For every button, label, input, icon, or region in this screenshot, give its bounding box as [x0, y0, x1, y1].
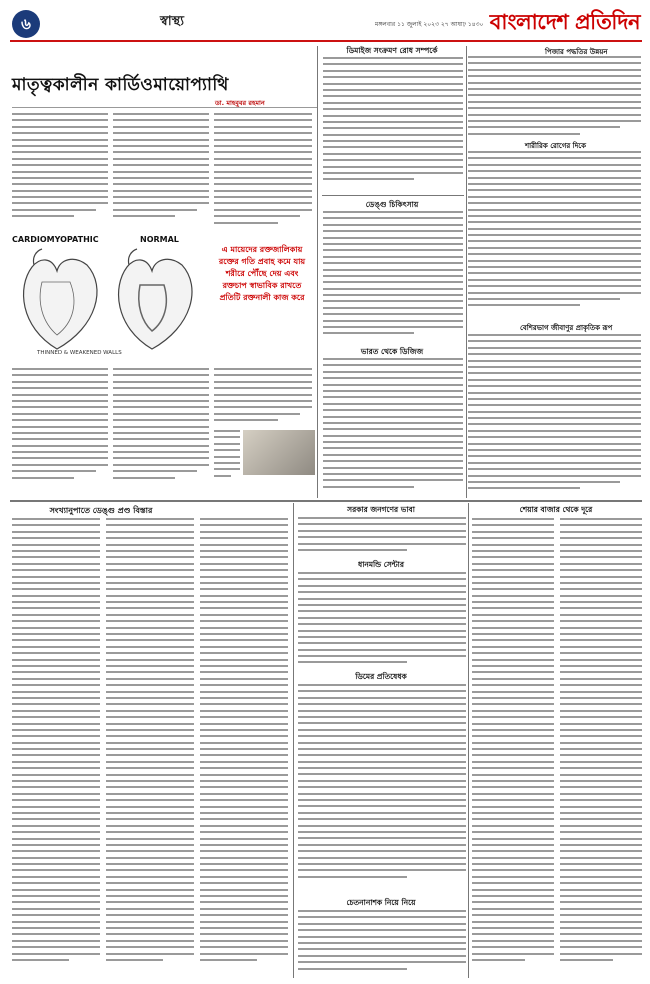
article-heading: ধানমন্ডি সেন্টার: [358, 560, 404, 569]
article-body: [468, 334, 641, 494]
article-heading: পিজার পদ্ধতির উন্নয়ন: [545, 48, 608, 56]
issue-date: মঙ্গলবার ১১ জুলাই ২০২৩ ২৭ আষাঢ় ১৪৩০: [375, 21, 484, 28]
article-heading: ডেঙ্গু চিকিৎসায়: [365, 200, 419, 209]
article-body: [468, 151, 641, 311]
article-body: [214, 430, 240, 490]
article-body: [106, 518, 194, 978]
article-heading: শারীরিক রোগের দিকে: [525, 142, 587, 150]
article-body: [113, 368, 209, 493]
article-photo: [243, 430, 315, 475]
article-body: [298, 517, 466, 557]
heart-diagram-icon: [12, 247, 208, 359]
article-body: [468, 56, 641, 138]
article-heading: ভারত থেকে ডিজিজ: [360, 347, 424, 356]
article-body: [298, 572, 466, 670]
article-heading: শেয়ার বাজার থেকে দূরে: [519, 505, 593, 514]
article-body: [298, 910, 466, 978]
column-divider: [293, 503, 294, 978]
article-heading: সরকার জনগণের ভাবা: [347, 505, 415, 514]
heart-illustration: [12, 235, 208, 361]
page-number: ৬: [12, 10, 40, 38]
article-heading: চেতনানাশক নিয়ে নিয়ে: [346, 898, 416, 907]
article-heading: ডিমাইজ সংক্রমণ রোধ সম্পর্কে: [346, 46, 438, 55]
article-body: [298, 684, 466, 892]
author-byline: ডা. মাহবুবর রহমান: [215, 99, 265, 107]
illustration-label-left: CARDIOMYOPATHIC: [12, 235, 99, 244]
column-divider: [317, 46, 318, 498]
article-body: [323, 358, 463, 498]
article-heading: সংখ্যানুপাতে ডেঙ্গু প্রণ্ড বিস্তার: [49, 506, 153, 515]
article-body: [12, 113, 108, 223]
divider: [10, 500, 642, 502]
pull-quote: এ মায়েদের রক্তজালিকায় রক্তের গতি প্রবাহ কমে যায় শরীরে পৌঁছে দেয় এবং রক্তচাপ স্বাভাবিক রাখতে প্রতিটি রক্তনালী কাজ করে: [218, 245, 306, 302]
section-title: স্বাস্থ্য: [160, 14, 185, 29]
article-body: [200, 518, 288, 978]
page-header: [10, 8, 642, 42]
main-headline: মাতৃত্বকালীন কার্ডিওমায়োপ্যাথি: [12, 75, 229, 95]
article-body: [12, 368, 108, 493]
illustration-caption: THINNED & WEAKENED WALLS: [37, 350, 122, 356]
illustration-label-right: NORMAL: [140, 235, 179, 244]
divider: [322, 195, 464, 196]
column-divider: [468, 503, 469, 978]
article-body: [12, 518, 100, 978]
divider: [12, 107, 317, 108]
article-body: [323, 211, 463, 341]
article-body: [214, 113, 312, 233]
column-divider: [466, 46, 467, 498]
article-body: [323, 57, 463, 189]
article-heading: বেশিরভাগ জীবাণুর প্রাকৃতিক রূপ: [520, 324, 613, 332]
article-body: [113, 113, 209, 223]
article-heading: ডিমের প্রতিষেধক: [355, 672, 407, 681]
article-body: [560, 518, 642, 978]
masthead-logo: বাংলাদেশ প্রতিদিন: [489, 9, 640, 34]
article-body: [472, 518, 554, 978]
article-body: [214, 368, 312, 426]
